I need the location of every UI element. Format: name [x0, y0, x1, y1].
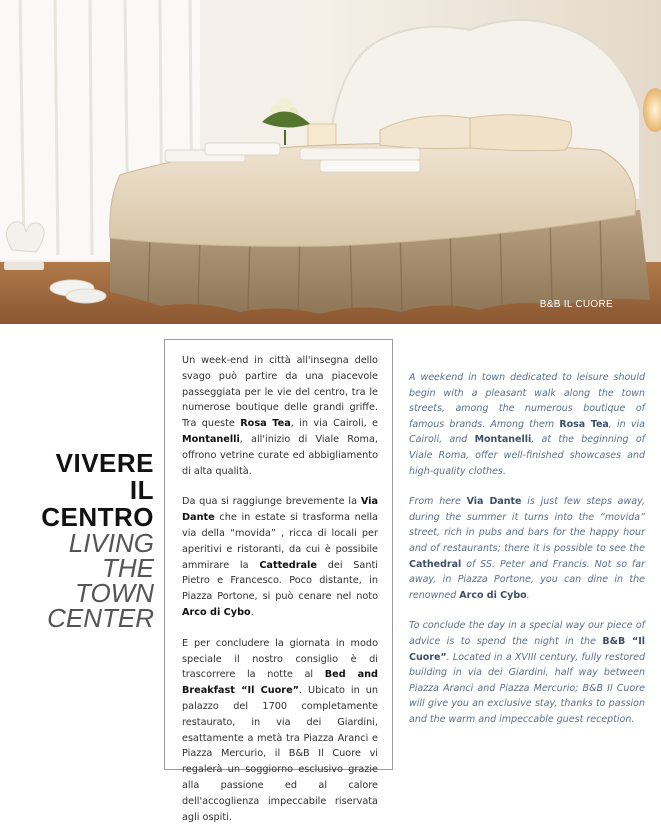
place-name: Cathedral [409, 558, 462, 570]
place-name: Arco di Cybo [459, 589, 527, 601]
heading-en-line-1: LIVING [68, 528, 154, 558]
shop-name: Rosa Tea [240, 418, 291, 430]
heading-en-line-4: CENTER [47, 603, 154, 633]
photo-caption: B&B IL CUORE [539, 299, 613, 310]
text-run: . [526, 589, 530, 601]
place-name: Via Dante [182, 496, 378, 524]
text-run: , in via Cairoli, e [290, 418, 379, 430]
text-run: . Ubicato in un palazzo del 1700 completamente restaurato, in via dei Giardini, esattamente a metà tra Piazza Aranci e Piazza Mercurio, il B&B Il Cuore vi regalerà un soggiorno esclusivo grazie alla passione ed al calore dell'accoglienza impeccabile riservata agli ospiti. [182, 685, 378, 823]
text-run: E per concludere la giornata in modo speciale il nostro consiglio è di trascorrere la notte al [182, 637, 378, 681]
heading-it-line-1: VIVERE [55, 448, 154, 478]
text-run: To conclude the day in a special way our piece of advice is to spend the night in the [409, 620, 645, 647]
shop-name: Montanelli [474, 434, 532, 446]
place-name: Bed and Breakfast “Il Cuore” [182, 669, 378, 697]
section-heading [14, 450, 154, 631]
english-paragraph-3 [409, 618, 645, 727]
text-run: che in estate si trasforma nella via della “movida” , ricca di locali per aperitivi e ristoranti, da cui è possibile ammirare la [182, 512, 378, 571]
italian-paragraph-2 [182, 494, 378, 620]
english-text-column [409, 370, 645, 742]
heading-it-line-2: IL [129, 475, 154, 505]
italian-paragraph-1 [182, 353, 378, 479]
text-run: Da qua si raggiunge brevemente la [182, 496, 361, 508]
heading-en-line-2: THE [102, 553, 154, 583]
text-run: , all'inizio di Viale Roma, offrono vetrine curate ed abbigliamento di alta qualità. [182, 433, 378, 477]
text-run: dei Santi Pietro e Francesco. Poco distante, in Piazza Portone, si può cenare nel noto [182, 559, 378, 603]
place-name: B&B “Il Cuore” [409, 635, 646, 663]
english-paragraph-1 [409, 370, 645, 479]
text-run: is just few steps away, during the summer it turns into the “movida” street, rich in pubs and bars for the happy hour and of restaurants; there it is possible to see the [409, 496, 645, 554]
text-run: A weekend in town dedicated to leisure should begin with a pleasant walk along the town streets, among the numerous boutique of famous brands. Among them [409, 372, 645, 430]
place-name: Via Dante [466, 496, 522, 508]
italian-paragraph-3 [182, 636, 378, 825]
italian-text-box [164, 339, 393, 823]
shop-name: Rosa Tea [559, 418, 609, 430]
text-run: of SS. Peter and Francis. Not so far away, in Piazza Portone, you can dine in the renowned [409, 558, 645, 601]
bedroom-illustration [0, 0, 661, 324]
heading-en-line-3: TOWN [75, 578, 154, 608]
place-name: Cattedrale [259, 559, 317, 571]
bedroom-photo [0, 0, 661, 324]
text-run: , in via Cairoli, and [409, 418, 645, 446]
text-run: . [250, 606, 254, 618]
english-paragraph-2 [409, 494, 645, 603]
text-run: . Located in a XVIII century, fully restored building in via dei Giardini, half way between Piazza Aranci and Piazza Mercurio; B&B Il Cuore will give you an exclusive stay, thanks to passion and the warm and impeccable guest reception. [409, 651, 645, 725]
text-run: From here [409, 496, 467, 508]
place-name: Arco di Cybo [182, 606, 251, 618]
text-run: , at the beginning of Viale Roma, offer well-finished showcases and high-quality clothes. [409, 434, 646, 477]
text-run: Un week-end in città all'insegna dello svago può partire da una piacevole passeggiata per le vie del centro, tra le numerose boutique delle grandi griffe. Tra queste [182, 355, 378, 430]
shop-name: Montanelli [182, 433, 240, 445]
heading-it-line-3: CENTRO [41, 502, 154, 532]
